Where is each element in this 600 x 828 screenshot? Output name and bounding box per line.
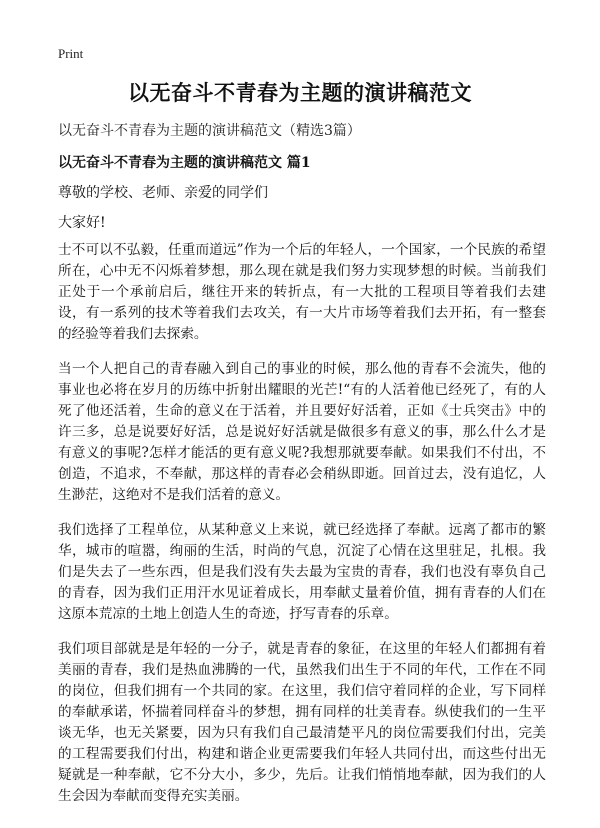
paragraph: 当一个人把自己的青春融入到自己的事业的时候，那么他的青春不会流失，他的事业也必将在岁月的历练中折射出耀眼的光芒!“有的人活着他已经死了，有的人死了他还活着，生命的意义在于活着，并且要好好活着，正如《士兵突击》中的许三多，总是说要好好活，总是说好好活就是做很多有意义的事，那么什么才是有意义的事呢?怎样才能活的更有意义呢?我想那就要奉献。如果我们不付出，不创造，不追求，不奉献，那这样的青春必会稍纵即逝。回首过去，没有追忆，人生渺茫，这绝对不是我们活着的意义。 xyxy=(58,361,546,503)
print-label[interactable]: Print xyxy=(58,46,84,61)
paragraph: 士不可以不弘毅，任重而道远”作为一个后的年轻人，一个国家，一个民族的希望所在，心中无不闪烁着梦想，那么现在就是我们努力实现梦想的时候。当前我们正处于一个承前启后，继往开来的转折点，有一大批的工程项目等着我们去建设，有一系列的技术等着我们去攻关，有一大片市场等着我们去开拓，有一整套的经验等着我们去探索。 xyxy=(58,242,546,342)
body-text xyxy=(58,240,546,821)
salutation: 尊敬的学校、老师、亲爱的同学们 xyxy=(58,185,268,201)
greeting: 大家好! xyxy=(58,215,106,231)
document-title: 以无奋斗不青春为主题的演讲稿范文 xyxy=(128,81,472,105)
section-heading: 以无奋斗不青春为主题的演讲稿范文 篇1 xyxy=(58,155,311,171)
paragraph: 我们项目部就是是年轻的一分子，就是青春的象征，在这里的年轻人们都拥有着美丽的青春，我们是热血沸腾的一代，虽然我们出生于不同的年代，工作在不同的岗位，但我们拥有一个共同的家。在这里，我们信守着同样的企业，写下同样的奉献承诺，怀揣着同样奋斗的梦想，拥有同样的壮美青春。纵使我们的一生平谈无华，也无关紧要，因为只有我们自己最清楚平凡的岗位需要我们付出，完美的工程需要我们付出，构建和谐企业更需要我们年轻人共同付出，而这些付出无疑就是一种奉献，它不分大小，多少，先后。让我们悄悄地奉献，因为我们的人生会因为奉献而变得充实美丽。 xyxy=(58,641,546,804)
paragraph: 我们选择了工程单位，从某种意义上来说，就已经选择了奉献。远离了都市的繁华，城市的喧嚣，绚丽的生活，时尚的气息，沉淀了心情在这里驻足，扎根。我们是失去了一些东西，但是我们没有失去最为宝贵的青春，我们也没有辜负自己的青春，因为我们正用汗水见证着成长，用奉献丈量着价值，拥有青春的人们在这原本荒凉的土地上创造人生的奇迹，抒写青春的乐章。 xyxy=(58,522,546,622)
document-subtitle: 以无奋斗不青春为主题的演讲稿范文（精选3篇） xyxy=(58,123,361,139)
